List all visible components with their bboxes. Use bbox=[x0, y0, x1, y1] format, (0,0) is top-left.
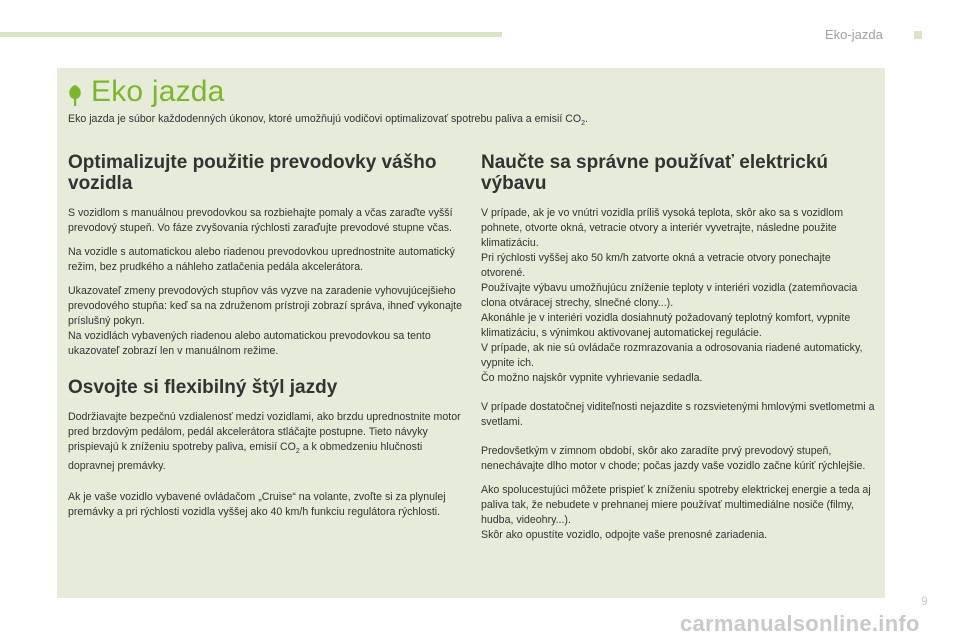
header-accent-bar bbox=[0, 32, 502, 37]
paragraph: V prípade, ak je vo vnútri vozidla príliš vysoká teplota, skôr ako sa s vozidlom pohnete, otvorte okná, vetracie otvory a interiér vyvetrajte, následne použite klimatizáciu. Pri rýchlosti vyššej ako 50 km/h zatvorte okná a vetracie otvory ponechajte otvorené. Používajte výbavu umožňujúcu zníženie teploty v interiéri vozidla (zatemňovacia clona otváracej strechy, slnečné clony...). Akonáhle je v interiéri vozidla dosiahnutý požadovaný teplotný komfort, vypnite klimatizáciu, s výnimkou aktivovanej automatickej regulácie. V prípade, ak nie sú ovládače rozmrazovania a odrosovania riadené automaticky, vypnite ich. Čo možno najskôr vypnite vyhrievanie sedadla. bbox=[481, 207, 863, 384]
paragraph: Dodržiavajte bezpečnú vzdialenosť medzi vozidlami, ako brzdu uprednostnite motor pred brzdovým pedálom, pedál akcelerátora stláčajte postupne. Tieto návyky prispievajú k zníženiu spotreby paliva, emisií $CO_2$ a k obmedzeniu hlučnosti dopravnej premávky. bbox=[68, 411, 461, 473]
page-title: Eko jazda bbox=[91, 75, 225, 108]
intro-text: Eko jazda je súbor každodenných úkonov, ktoré umožňujú vodičovi optimalizovať spotrebu paliva a emisií $CO_2$. bbox=[68, 113, 588, 128]
paragraph: S vozidlom s manuálnou prevodovkou sa rozbiehajte pomaly a včas zaraďte vyšší prevodový stupeň. Vo fáze zvyšovania rýchlosti zaraďujte prevodové stupne včas. bbox=[68, 207, 453, 234]
heading-gearbox: Optimalizujte použitie prevodovky vášho vozidla bbox=[68, 152, 437, 194]
right-column bbox=[481, 152, 876, 552]
page-number: 9 bbox=[921, 594, 928, 608]
paragraph: Ako spolucestujúci môžete prispieť k zníženiu spotreby elektrickej energie a teda aj paliva tak, že nebudete v prehnanej miere používať multimediálne nosiče (filmy, hudba, videohry...). Skôr ako opustíte vozidlo, odpojte vaše prenosné zariadenia. bbox=[481, 484, 871, 541]
paragraph: Ukazovateľ zmeny prevodových stupňov vás vyzve na zaradenie vyhovujúcejšieho prevodového stupňa: keď sa na združenom prístroji zobrazí správa, ihneď vykonajte príslušný pokyn. Na vozidlách vybavených riadenou alebo automatickou prevodovkou sa tento ukazovateľ zobrazí len v manuálnom režime. bbox=[68, 285, 463, 357]
left-column bbox=[68, 152, 468, 529]
header-square-marker bbox=[914, 31, 922, 39]
heading-electrical: Naučte sa správne používať elektrickú výbavu bbox=[481, 152, 829, 194]
paragraph: V prípade dostatočnej viditeľnosti nejazdite s rozsvietenými hmlovými svetlometmi a svetlami. bbox=[481, 401, 875, 428]
watermark-logo: carmanualsonline.info bbox=[680, 611, 920, 636]
paragraph: Predovšetkým v zimnom období, skôr ako zaradíte prvý prevodový stupeň, nenechávajte dlho motor v chode; počas jazdy vaše vozidlo začne kúriť rýchlejšie. bbox=[481, 445, 866, 472]
tree-leaf-icon bbox=[68, 84, 82, 106]
paragraph: Na vozidle s automatickou alebo riadenou prevodovkou uprednostnite automatický režim, bez prudkého a náhleho zatlačenia pedála akcelerátora. bbox=[68, 246, 455, 273]
section-title: Eko-jazda bbox=[825, 27, 883, 42]
heading-driving-style: Osvojte si flexibilný štýl jazdy bbox=[68, 377, 338, 398]
paragraph: Ak je vaše vozidlo vybavené ovládačom „Cruise“ na volante, zvoľte si za plynulej premávky a pri rýchlosti vozidla vyššej ako 40 km/h funkciu regulátora rýchlosti. bbox=[68, 491, 446, 519]
